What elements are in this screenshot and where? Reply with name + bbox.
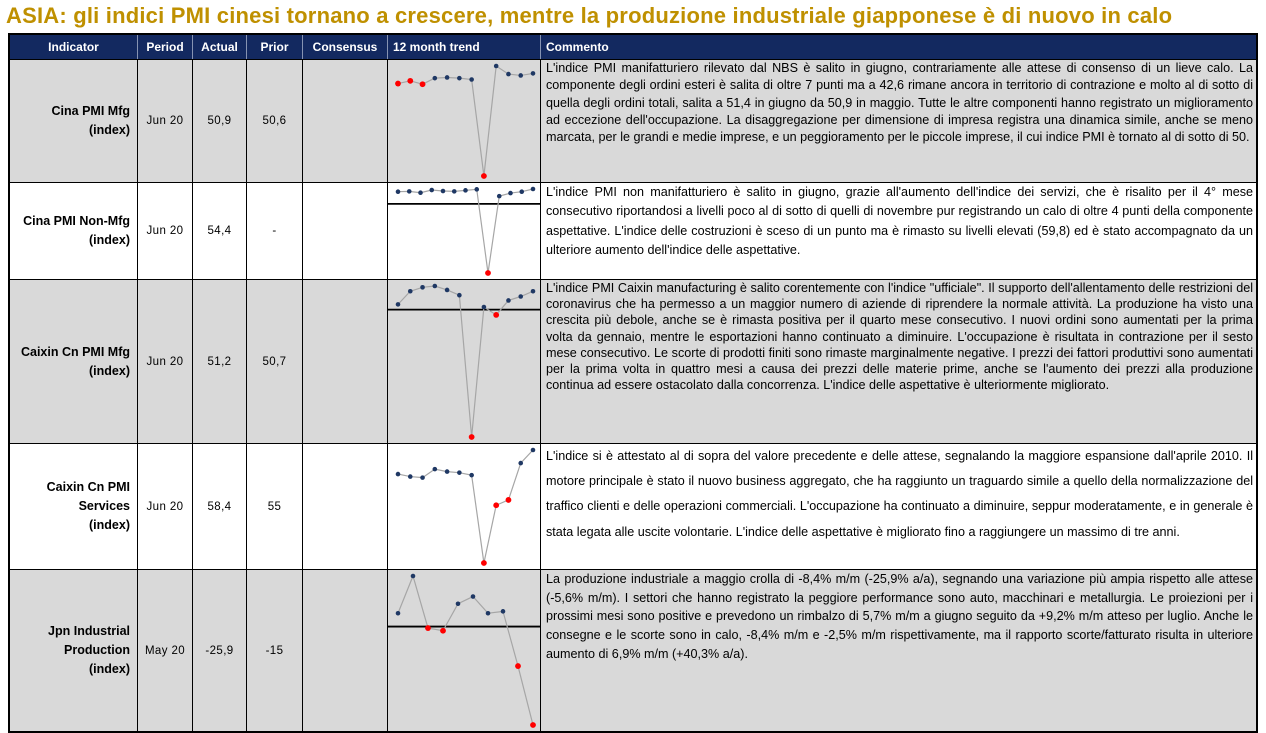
table-header-row bbox=[10, 35, 1256, 59]
data-point-navy bbox=[396, 611, 401, 616]
comment-cell: La produzione industriale a maggio crolla di -8,4% m/m (-25,9% a/a), segnando una variazione più ampia rispetto alle attese (-5,6% m/m). I settori che hanno registrato la peggiore performance sono auto, macchinari e metallurgia. Le proiezioni per i prossimi mesi sono positive e prevedono un rimbalzo di 5,7% m/m a giugno seguito da +9,2% m/m atteso per luglio. Anche le consegne e le scorte sono in calo, -8,4% m/m e -2,5% m/m rispettivamente, ma il rapporto scorte/fatturato risulta in ulteriore aumento di 6,9% m/m (+40,3% a/a). bbox=[541, 569, 1256, 731]
data-point-navy bbox=[518, 294, 523, 299]
period-cell: May 20 bbox=[138, 569, 193, 731]
prior-cell: 50,7 bbox=[247, 279, 303, 443]
trend-sparkline bbox=[388, 443, 541, 569]
page-title: ASIA: gli indici PMI cinesi tornano a crescere, mentre la produzione industriale giapponese è di nuovo in calo bbox=[6, 3, 1173, 28]
data-point-navy bbox=[457, 470, 462, 475]
data-point-navy bbox=[457, 76, 462, 81]
data-point-navy bbox=[463, 188, 468, 193]
indicator-cell bbox=[10, 182, 138, 279]
period-cell: Jun 20 bbox=[138, 182, 193, 279]
data-point-navy bbox=[396, 472, 401, 477]
prior-cell: - bbox=[247, 182, 303, 279]
prior-cell: -15 bbox=[247, 569, 303, 731]
comment-cell: L'indice PMI non manifatturiero è salito in giugno, grazie all'aumento dell'indice dei servizi, che è risalito per il 4° mese consecutivo riportandosi a livelli poco al di sotto di quelli di novembre pur registrando un calo di oltre 4 punti della componente aspettative. L'indice delle costruzioni è sceso di un punto ma è rimasto su livelli elevati (59,8) ed è stato accompagnato da un ulteriore aumento dell'indice delle aspettative. bbox=[541, 182, 1256, 279]
indicator-unit: (index) bbox=[89, 661, 130, 676]
trend-sparkline bbox=[388, 59, 541, 182]
indicators-table bbox=[8, 33, 1258, 733]
indicator-label: Cina PMI Mfg bbox=[51, 104, 130, 119]
column-header-actual: Actual bbox=[193, 35, 247, 59]
trend-sparkline bbox=[388, 182, 541, 279]
data-point-navy bbox=[501, 609, 506, 614]
consensus-cell bbox=[303, 279, 388, 443]
data-point-navy bbox=[497, 194, 502, 199]
indicator-unit: (index) bbox=[89, 517, 130, 532]
data-point-navy bbox=[471, 594, 476, 599]
data-point-red bbox=[515, 663, 521, 669]
indicator-label: Caixin Cn PMI Mfg bbox=[20, 344, 130, 359]
sparkline-chart bbox=[388, 444, 541, 569]
sparkline-chart bbox=[388, 570, 541, 731]
indicator-cell bbox=[10, 443, 138, 569]
consensus-cell bbox=[303, 182, 388, 279]
data-point-navy bbox=[482, 305, 487, 310]
consensus-cell bbox=[303, 59, 388, 182]
data-point-red bbox=[440, 628, 446, 634]
data-point-red bbox=[425, 625, 431, 631]
comment-cell: L'indice PMI Caixin manufacturing è salito corentemente con l'indice "ufficiale". Il supporto dell'allentamento delle restrizioni del coronavirus che ha permesso a un maggior numero di aziende di riprendere la normale attività. La produzione ha visto una crescita più debole, anche se è rimasta positiva per il quarto mese consecutivo. I nuovi ordini sono aumentati per la prima volta da gennaio, mentre le esportazioni hanno continuato a diminuire. L'occupazione è risultata in contrazione per il sesto mese consecutivo. Le scorte di prodotti finiti sono rimaste marginalmente negative. I prezzi dei fattori produttivi sono aumentati per la prima volta in quattro mesi a causa dei prezzi delle materie prime, anche se l'aumento dei prezzi alla produzione continua ad essere ostacolato dalla concorrenza. L'indice delle aspettative è ulteriormente migliorato. bbox=[541, 279, 1256, 443]
data-point-navy bbox=[429, 188, 434, 193]
data-point-navy bbox=[420, 285, 425, 290]
data-point-navy bbox=[445, 288, 450, 293]
data-point-red bbox=[469, 434, 475, 440]
data-point-navy bbox=[506, 72, 511, 77]
data-point-red bbox=[395, 81, 401, 87]
data-point-navy bbox=[508, 191, 513, 196]
consensus-cell bbox=[303, 443, 388, 569]
data-point-red bbox=[485, 270, 491, 276]
data-point-red bbox=[481, 173, 487, 179]
data-point-navy bbox=[456, 601, 461, 606]
column-header-period: Period bbox=[138, 35, 193, 59]
data-point-navy bbox=[441, 189, 446, 194]
indicator-cell bbox=[10, 279, 138, 443]
data-point-navy bbox=[411, 574, 416, 579]
data-point-navy bbox=[433, 76, 438, 81]
indicator-unit: (index) bbox=[89, 123, 130, 137]
period-cell: Jun 20 bbox=[138, 279, 193, 443]
data-point-red bbox=[530, 722, 536, 728]
table-row bbox=[10, 443, 1256, 569]
data-point-navy bbox=[396, 189, 401, 194]
data-point-navy bbox=[474, 187, 479, 192]
data-point-navy bbox=[418, 190, 423, 195]
sparkline-chart bbox=[388, 183, 541, 279]
column-header-commento: Commento bbox=[546, 40, 609, 54]
table-body bbox=[10, 59, 1256, 731]
actual-cell: 50,9 bbox=[193, 59, 247, 182]
actual-cell: 54,4 bbox=[193, 182, 247, 279]
period-cell: Jun 20 bbox=[138, 59, 193, 182]
data-point-navy bbox=[518, 73, 523, 78]
data-point-navy bbox=[531, 187, 536, 192]
indicator-unit: (index) bbox=[89, 233, 130, 247]
indicator-unit: (index) bbox=[89, 363, 130, 378]
data-point-navy bbox=[420, 475, 425, 480]
data-point-navy bbox=[486, 611, 491, 616]
data-point-navy bbox=[433, 284, 438, 289]
data-point-red bbox=[420, 81, 426, 87]
data-point-navy bbox=[469, 77, 474, 82]
column-header-indicator: Indicator bbox=[10, 35, 138, 59]
sparkline-chart bbox=[388, 60, 541, 182]
data-point-navy bbox=[518, 461, 523, 466]
data-point-navy bbox=[519, 189, 524, 194]
consensus-cell bbox=[303, 569, 388, 731]
comment-cell: L'indice si è attestato al di sopra del valore precedente e delle attese, segnalando la maggiore espansione dall'aprile 2010. Il motore principale è stato il nuovo business aggregato, che ha raggiunto un traguardo simile a quello della normalizzazione del traffico clienti e delle operazioni commerciali. L'occupazione ha continuato a diminuire, seppur moderatamente, e in generale è stata legata alle uscite volontarie. L'indice delle aspettative è migliorato fino a raggiungere un massimo di tre anni. bbox=[541, 443, 1256, 569]
table-row bbox=[10, 59, 1256, 182]
table-row bbox=[10, 569, 1256, 731]
data-point-red bbox=[493, 502, 499, 508]
data-point-navy bbox=[506, 298, 511, 303]
data-point-red bbox=[481, 560, 487, 566]
sparkline-chart bbox=[388, 280, 541, 443]
data-point-navy bbox=[407, 189, 412, 194]
data-point-navy bbox=[445, 75, 450, 80]
table-row bbox=[10, 182, 1256, 279]
actual-cell: 58,4 bbox=[193, 443, 247, 569]
data-point-red bbox=[407, 78, 413, 84]
data-point-navy bbox=[457, 293, 462, 298]
comment-cell: L'indice PMI manifatturiero rilevato dal NBS è salito in giugno, contrariamente alle attese di consenso di un lieve calo. La componente degli ordini esteri è salita di oltre 7 punti ma a 42,6 rimane ancora in territorio di contrazione e molto al di sotto di quella degli ordini totali, salita a 51,4 in giugno da 50,9 in maggio. Tutte le altre componenti hanno registrato un miglioramento ad eccezione dell'occupazione. La disaggregazione per dimensione di impresa registra una dinamica simile, anche se meno marcata, per le grandi e medie imprese, e un peggioramento per le piccole imprese, il cui indice PMI è tornato al di sotto di 50. bbox=[541, 59, 1256, 182]
data-point-navy bbox=[494, 64, 499, 69]
column-header-trend: 12 month trend bbox=[388, 35, 541, 59]
data-point-navy bbox=[396, 302, 401, 307]
data-point-navy bbox=[445, 469, 450, 474]
column-header-consensus: Consensus bbox=[303, 35, 388, 59]
actual-cell: 51,2 bbox=[193, 279, 247, 443]
data-point-navy bbox=[452, 189, 457, 194]
indicator-label: Cina PMI Non-Mfg bbox=[23, 214, 130, 229]
data-point-navy bbox=[531, 289, 536, 294]
data-point-navy bbox=[408, 289, 413, 294]
data-point-red bbox=[506, 497, 512, 503]
indicator-label: Jpn Industrial Production bbox=[48, 624, 130, 658]
data-point-navy bbox=[469, 473, 474, 478]
indicator-label: Caixin Cn PMI Services bbox=[46, 480, 130, 514]
trend-sparkline bbox=[388, 569, 541, 731]
indicator-cell bbox=[10, 569, 138, 731]
data-point-navy bbox=[531, 448, 536, 453]
data-point-navy bbox=[433, 467, 438, 472]
trend-sparkline bbox=[388, 279, 541, 443]
actual-cell: -25,9 bbox=[193, 569, 247, 731]
period-cell: Jun 20 bbox=[138, 443, 193, 569]
prior-cell: 50,6 bbox=[247, 59, 303, 182]
table-row bbox=[10, 279, 1256, 443]
data-point-navy bbox=[531, 71, 536, 76]
column-header-prior: Prior bbox=[247, 35, 303, 59]
prior-cell: 55 bbox=[247, 443, 303, 569]
data-point-navy bbox=[408, 474, 413, 479]
indicator-cell bbox=[10, 59, 138, 182]
data-point-red bbox=[493, 312, 499, 318]
